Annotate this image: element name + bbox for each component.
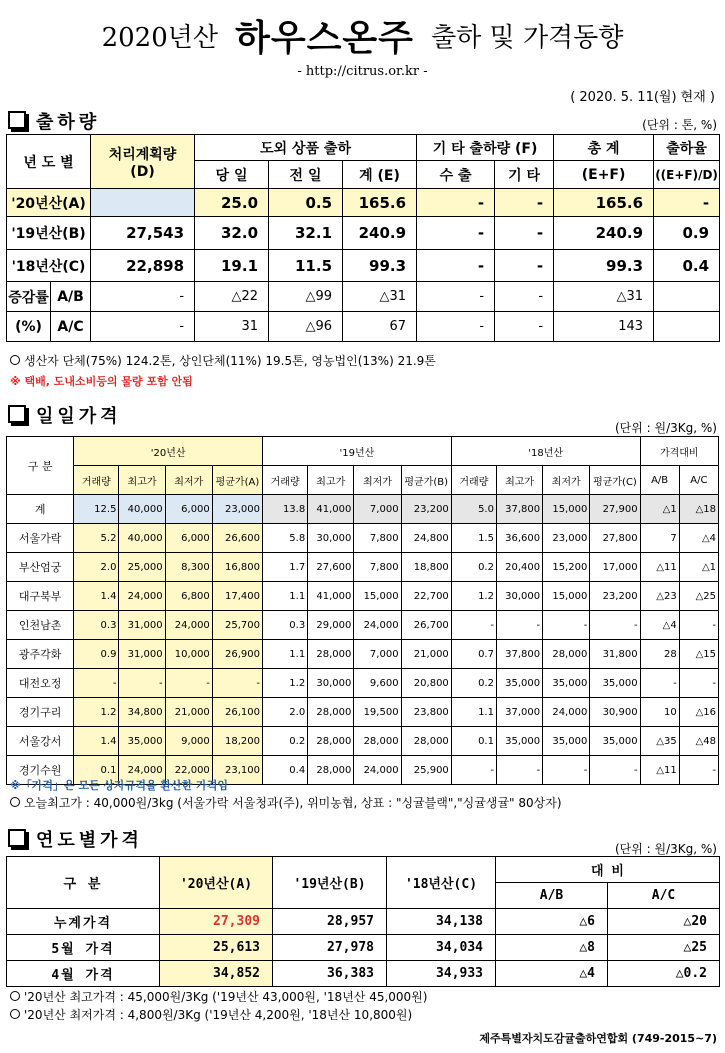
- hdr-2020: '20년산: [74, 437, 263, 466]
- table-row: 서울가락 5.2 40,000 6,000 26,600 5.8 30,000 7,800 24,800 1.5 36,600 23,000 27,800 7 △4: [7, 524, 719, 553]
- title-year: 2020년산: [101, 23, 218, 53]
- daily-unit: (단위 : 원/3Kg, %): [614, 421, 717, 435]
- title-brand: 하우스온주: [235, 18, 414, 59]
- daily-note-top: 오늘최고가 : 40,000원/3kg (서울가락 서울청과(주), 위미농협, 상표 : "싱귤블랙","싱귤생귤" 80상자): [10, 794, 562, 811]
- footer-org: 제주특별자치도감귤출하연합회 (749-2015~7): [479, 1032, 717, 1045]
- page-title: [0, 10, 725, 61]
- table-row: '20년산(A) 25.0 0.5 165.6 - - 165.6 -: [7, 189, 720, 217]
- hdr-export: 수 출: [417, 161, 495, 189]
- hdr-year: 년 도 별: [7, 135, 91, 189]
- table-row: 4월 가격 34,852 36,383 34,933 △4 △0.2: [7, 961, 720, 987]
- table-row: 대전오정 - - - - 1.2 30,000 9,600 20,800 0.2 35,000 35,000 35,000 - -: [7, 669, 719, 698]
- yearly-note-low: '20년산 최저가격 : 4,800원/3Kg ('19년산 4,200원, '18년산 10,800원): [10, 1006, 412, 1023]
- hdr-rate-code: ((E+F)/D): [654, 161, 720, 189]
- table-row: 인천남촌 0.3 31,000 24,000 25,700 0.3 29,000 24,000 26,700 - - - - △4 -: [7, 611, 719, 640]
- table-row: 증감률 A/B - △22 △99 △31 - - △31: [7, 282, 720, 312]
- table-row: 경기구리 1.2 34,800 21,000 26,100 2.0 28,000 19,500 23,800 1.1 37,000 24,000 30,900 10 △16: [7, 698, 719, 727]
- yearly-price-table: 구 분 '20년산(A) '19년산(B) '18년산(C) 대 비 A/B A/C 누계가격 27,309 28,957 34,138 △6 △20 5월 가격 25,613 27,978 34,034 △8 △25 4월 가격 34,852 36,383 34,933 △4 △0.2: [6, 856, 720, 987]
- hdr-total: 계 (E): [343, 161, 417, 189]
- circle-bullet-icon: [10, 355, 20, 365]
- hdr-rate: 출하율: [654, 135, 720, 161]
- shipment-note-producers: 생산자 단체(75%) 124.2톤, 상인단체(11%) 19.5톤, 영농법인(13%) 21.9톤: [10, 352, 436, 369]
- hdr-grand: 총 계: [554, 135, 654, 161]
- shipment-unit: (단위 : 톤, %): [642, 118, 717, 132]
- table-row: 서울강서 1.4 35,000 9,000 18,200 0.2 28,000 28,000 28,000 0.1 35,000 35,000 35,000 △35 △48: [7, 727, 719, 756]
- daily-note-price: ※「가격」은 모든 상자규격을 환산한 가격임: [10, 779, 229, 792]
- section-daily-title: 일일가격: [8, 402, 122, 428]
- checkbox-icon: [8, 405, 26, 423]
- table-row: '19년산(B) 27,543 32.0 32.1 240.9 - - 240.9 0.9: [7, 217, 720, 250]
- checkbox-icon: [8, 111, 26, 129]
- table-row: 5월 가격 25,613 27,978 34,034 △8 △25: [7, 935, 720, 961]
- table-row: 부산엄궁 2.0 25,000 8,300 16,800 1.7 27,600 7,800 18,800 0.2 20,400 15,200 17,000 △11 △1: [7, 553, 719, 582]
- hdr-plan: 처리계획량 (D): [91, 135, 195, 189]
- table-row: 광주각화 0.9 31,000 10,000 26,900 1.1 28,000 7,000 21,000 0.7 37,800 28,000 31,800 28 △15: [7, 640, 719, 669]
- hdr-compare: 가격대비: [640, 437, 718, 466]
- circle-bullet-icon: [10, 991, 20, 1001]
- table-row: 계 12.5 40,000 6,000 23,000 13.8 41,000 7,000 23,200 5.0 37,800 15,000 27,900 △1 △18: [7, 495, 719, 524]
- table-row: 경기수원 0.1 24,000 22,000 23,100 0.4 28,000 24,000 25,900 - - - - △11 -: [7, 756, 719, 785]
- report-date: ( 2020. 5. 11(월) 현재 ): [570, 90, 715, 105]
- title-rest: 출하 및 가격동향: [431, 23, 624, 53]
- shipment-note-excluded: ※ 택배, 도내소비등의 물량 포함 안됨: [10, 375, 193, 388]
- hdr-prev: 전 일: [269, 161, 343, 189]
- table-row: 누계가격 27,309 28,957 34,138 △6 △20: [7, 909, 720, 935]
- hdr-other: 기 타 출하량 (F): [417, 135, 554, 161]
- circle-bullet-icon: [10, 797, 20, 807]
- daily-price-table: 구 분 '20년산 '19년산 '18년산 가격대비 거래량 최고가 최저가 평균가(A) 거래량 최고가 최저가 평균가(B) 거래량 최고가 최저가 평균가(C) A/B A/C 계 12.5 40,000 6,000 23,000 13.8 41,000 7,000 23,200 5.0 37,800 15,000 27,900 △1 △18 서울가락 5.2 40,000 6,000 26,600 5.8 30,000 7,800 24,800 1.5 36,600 23,000 27,800 7 △4 부산엄궁 2.0 25,000 8,300 16,800 1.7 27,600 7,800 18,800 0.2 20,400 15,200 17,000 △11 △1 대구북부 1.4 24,000 6,800 17,400 1.1 41,000 15,000 22,700 1.2 30,000 15,000 23,200 △23 △25 인천남촌 0.3 31,000 24,000 25,700 0.3 29,000 24,000 26,700 - - - - △4 - 광주각화 0.9 31,000 10,000 26,900 1.1 28,000 7,000 21,000 0.7 37,800 28,000 31,800 28 △15 대전오정 - - - - 1.2 30,000 9,600 20,800 0.2 35,000 35,000 35,000 - - 경기구리 1.2 34,800 21,000 26,100 2.0 28,000 19,500 23,800 1.1 37,000 24,000 30,900 10 △16 서울강서 1.4 35,000 9,000 18,200 0.2 28,000 28,000 28,000 0.1 35,000 35,000 35,000 △35 △48 경기수원 0.1 24,000 22,000 23,100 0.4 28,000 24,000 25,900 - - - - △11 -: [6, 436, 719, 785]
- table-row: 대구북부 1.4 24,000 6,800 17,400 1.1 41,000 15,000 22,700 1.2 30,000 15,000 23,200 △23 △25: [7, 582, 719, 611]
- section-yearly-title: 연도별가격: [8, 826, 143, 852]
- checkbox-icon: [8, 829, 26, 847]
- hdr-etc: 기 타: [495, 161, 554, 189]
- table-row: '18년산(C) 22,898 19.1 11.5 99.3 - - 99.3 0.4: [7, 250, 720, 282]
- circle-bullet-icon: [10, 1009, 20, 1019]
- hdr-domestic: 도외 상품 출하: [195, 135, 417, 161]
- site-url[interactable]: - http://citrus.or.kr -: [297, 64, 428, 79]
- hdr-today: 당 일: [195, 161, 269, 189]
- hdr-item: 구 분: [7, 437, 74, 495]
- section-shipment-title: 출하량: [8, 108, 100, 134]
- hdr-2019: '19년산: [263, 437, 452, 466]
- yearly-note-high: '20년산 최고가격 : 45,000원/3Kg ('19년산 43,000원, '18년산 45,000원): [10, 988, 427, 1005]
- yearly-unit: (단위 : 원/3Kg, %): [614, 842, 717, 856]
- hdr-grand-code: (E+F): [554, 161, 654, 189]
- table-row: (%) A/C - 31 △96 67 - - 143: [7, 312, 720, 342]
- hdr-2018: '18년산: [451, 437, 640, 466]
- shipment-table: [6, 134, 720, 342]
